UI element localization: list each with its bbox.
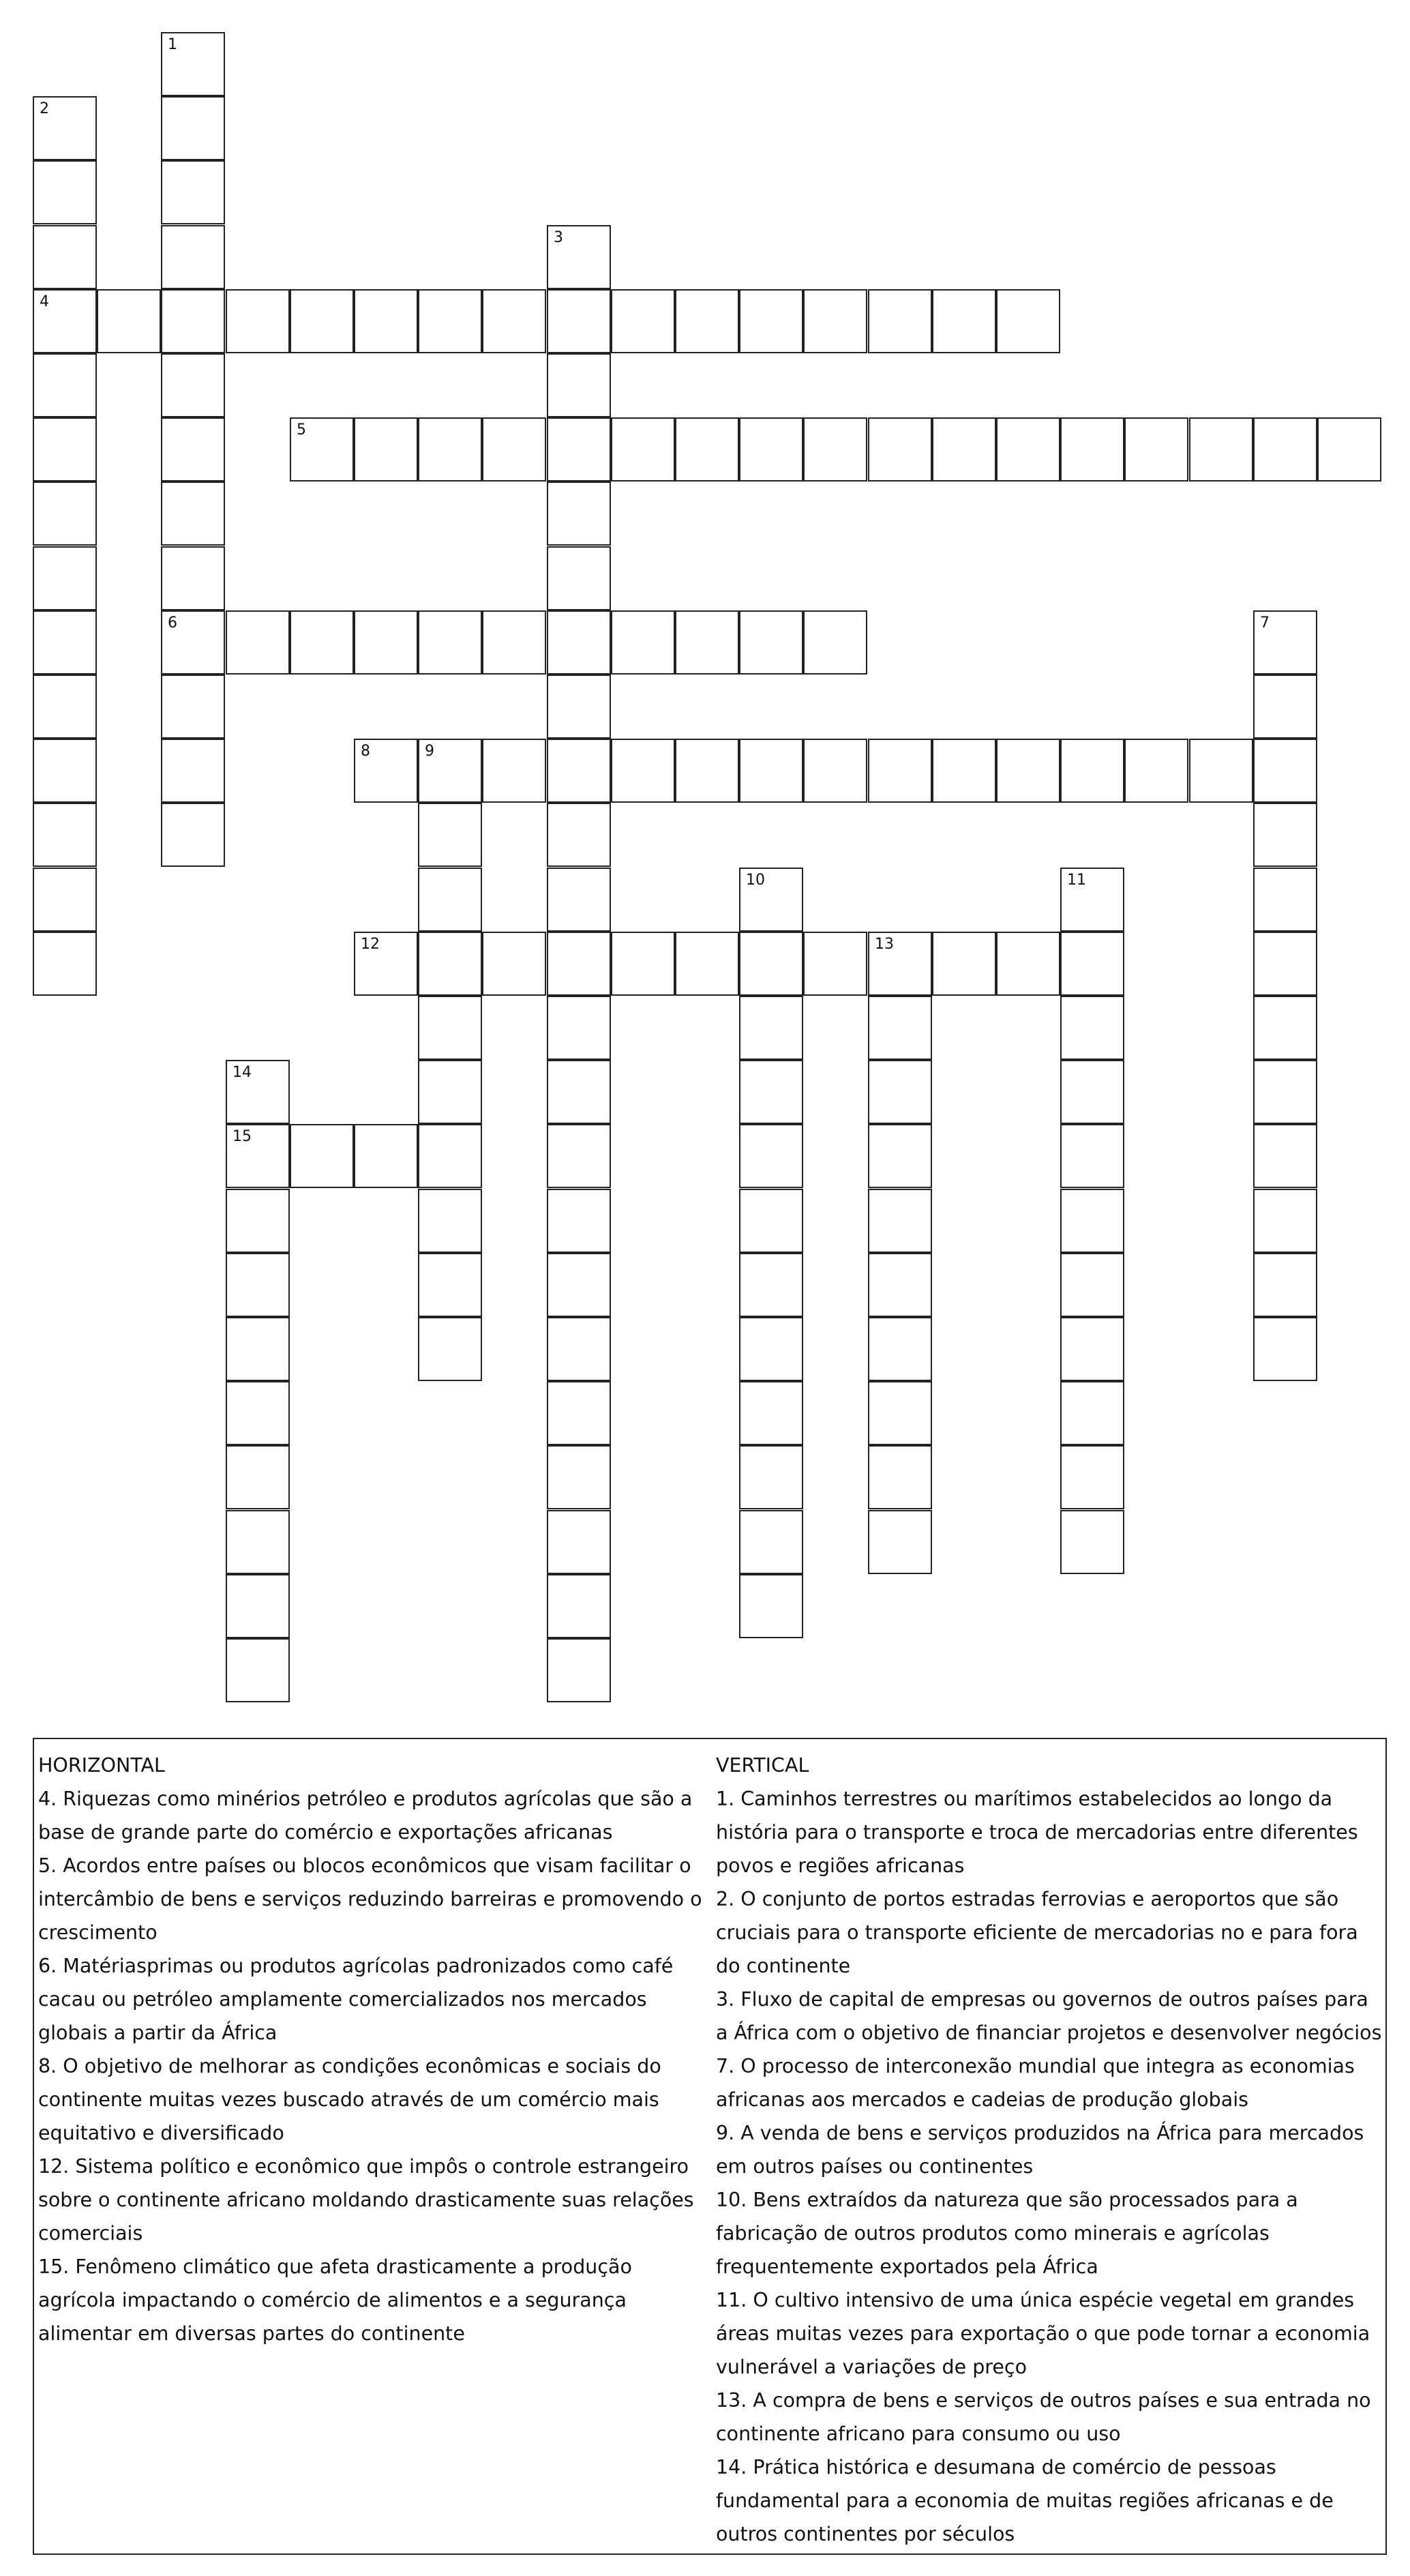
- grid-cell[interactable]: [418, 739, 482, 803]
- grid-cell[interactable]: [547, 1253, 611, 1317]
- grid-cell[interactable]: [290, 289, 354, 353]
- grid-cell[interactable]: [33, 932, 97, 996]
- grid-cell[interactable]: [1060, 1124, 1124, 1188]
- grid-cell[interactable]: [868, 1124, 932, 1188]
- grid-cell[interactable]: [547, 289, 611, 353]
- grid-cell[interactable]: [675, 932, 739, 996]
- grid-cell[interactable]: [354, 610, 418, 675]
- grid-cell[interactable]: [33, 96, 97, 160]
- grid-cell[interactable]: [418, 932, 482, 996]
- clue-number: 8: [361, 743, 370, 760]
- grid-cell[interactable]: [226, 1574, 290, 1638]
- grid-cell[interactable]: [161, 739, 225, 803]
- grid-cell[interactable]: [33, 353, 97, 417]
- grid-cell[interactable]: [675, 417, 739, 482]
- grid-cell[interactable]: [547, 1510, 611, 1574]
- grid-cell[interactable]: [1060, 739, 1124, 803]
- grid-cell[interactable]: [226, 289, 290, 353]
- grid-cell[interactable]: [1253, 803, 1317, 867]
- grid-cell[interactable]: [803, 739, 867, 803]
- clue-number: 4: [40, 293, 49, 310]
- grid-cell[interactable]: [33, 610, 97, 675]
- grid-cell[interactable]: [226, 1317, 290, 1381]
- grid-cell[interactable]: [1060, 1060, 1124, 1124]
- grid-cell[interactable]: [739, 868, 803, 932]
- grid-cell[interactable]: [547, 1189, 611, 1253]
- grid-cell[interactable]: [161, 32, 225, 96]
- grid-cell[interactable]: [354, 289, 418, 353]
- grid-cell[interactable]: [226, 1381, 290, 1445]
- grid-cell[interactable]: [161, 610, 225, 675]
- grid-cell[interactable]: [868, 1510, 932, 1574]
- grid-cell[interactable]: [547, 1124, 611, 1188]
- grid-cell[interactable]: [547, 610, 611, 675]
- grid-cell[interactable]: [739, 1381, 803, 1445]
- grid-cell[interactable]: [868, 996, 932, 1060]
- grid-cell[interactable]: [868, 1060, 932, 1124]
- grid-cell[interactable]: [996, 739, 1060, 803]
- grid-cell[interactable]: [1060, 1510, 1124, 1574]
- grid-cell[interactable]: [739, 1253, 803, 1317]
- grid-cell[interactable]: [161, 289, 225, 353]
- grid-cell[interactable]: [482, 610, 546, 675]
- grid-cell[interactable]: [418, 868, 482, 932]
- grid-cell[interactable]: [868, 1445, 932, 1509]
- grid-cell[interactable]: [290, 417, 354, 482]
- grid-cell[interactable]: [1189, 739, 1253, 803]
- grid-cell[interactable]: [354, 417, 418, 482]
- grid-cell[interactable]: [1253, 1317, 1317, 1381]
- grid-cell[interactable]: [226, 1124, 290, 1188]
- grid-cell[interactable]: [226, 1253, 290, 1317]
- grid-cell[interactable]: [739, 1189, 803, 1253]
- grid-cell[interactable]: [1253, 1189, 1317, 1253]
- grid-cell[interactable]: [161, 482, 225, 546]
- clue-number: 1: [168, 36, 177, 53]
- grid-cell[interactable]: [547, 546, 611, 610]
- grid-cell[interactable]: [1253, 1124, 1317, 1188]
- grid-cell[interactable]: [1060, 1253, 1124, 1317]
- grid-cell[interactable]: [1060, 996, 1124, 1060]
- grid-cell[interactable]: [547, 353, 611, 417]
- grid-cell[interactable]: [868, 289, 932, 353]
- grid-cell[interactable]: [739, 610, 803, 675]
- grid-cell[interactable]: [226, 1510, 290, 1574]
- vertical-heading: VERTICAL: [716, 1754, 809, 1777]
- clue-number: 10: [746, 872, 765, 889]
- grid-cell[interactable]: [739, 1060, 803, 1124]
- grid-cell[interactable]: [1189, 417, 1253, 482]
- grid-cell[interactable]: [418, 996, 482, 1060]
- grid-cell[interactable]: [33, 289, 97, 353]
- grid-cell[interactable]: [226, 1060, 290, 1124]
- grid-cell[interactable]: [354, 932, 418, 996]
- grid-cell[interactable]: [547, 417, 611, 482]
- clue-down-1: 1. Caminhos terrestres ou marítimos estabelecidos ao longo da história para o transporte e troca de mercadorias entre diferentes povos e regiões africanas: [716, 1788, 1358, 1877]
- grid-cell[interactable]: [418, 1253, 482, 1317]
- clue-number: 5: [297, 421, 306, 439]
- grid-cell[interactable]: [418, 1124, 482, 1188]
- grid-cell[interactable]: [1253, 1253, 1317, 1317]
- grid-cell[interactable]: [482, 739, 546, 803]
- grid-cell[interactable]: [547, 675, 611, 739]
- grid-cell[interactable]: [803, 610, 867, 675]
- vertical-clues: [716, 1749, 1384, 2551]
- grid-cell[interactable]: [739, 289, 803, 353]
- grid-cell[interactable]: [33, 675, 97, 739]
- grid-cell[interactable]: [611, 610, 675, 675]
- clue-number: 7: [1260, 615, 1270, 632]
- grid-cell[interactable]: [33, 160, 97, 224]
- grid-cell[interactable]: [1253, 932, 1317, 996]
- grid-cell[interactable]: [739, 932, 803, 996]
- grid-cell[interactable]: [1253, 610, 1317, 675]
- grid-cell[interactable]: [868, 1317, 932, 1381]
- grid-cell[interactable]: [547, 1060, 611, 1124]
- grid-cell[interactable]: [932, 932, 996, 996]
- grid-cell[interactable]: [739, 1317, 803, 1381]
- grid-cell[interactable]: [161, 675, 225, 739]
- grid-cell[interactable]: [33, 803, 97, 867]
- grid-cell[interactable]: [33, 482, 97, 546]
- clue-number: 14: [232, 1064, 252, 1081]
- grid-cell[interactable]: [547, 225, 611, 289]
- grid-cell[interactable]: [418, 610, 482, 675]
- grid-cell[interactable]: [932, 417, 996, 482]
- grid-cell[interactable]: [1317, 417, 1381, 482]
- grid-cell[interactable]: [418, 417, 482, 482]
- grid-cell[interactable]: [547, 1317, 611, 1381]
- grid-cell[interactable]: [1060, 932, 1124, 996]
- grid-cell[interactable]: [161, 417, 225, 482]
- grid-cell[interactable]: [33, 417, 97, 482]
- grid-cell[interactable]: [996, 417, 1060, 482]
- grid-cell[interactable]: [1060, 1381, 1124, 1445]
- grid-cell[interactable]: [739, 1574, 803, 1638]
- grid-cell[interactable]: [1253, 417, 1317, 482]
- clue-number: 15: [232, 1128, 252, 1145]
- grid-cell[interactable]: [739, 739, 803, 803]
- grid-cell[interactable]: [97, 289, 161, 353]
- grid-cell[interactable]: [161, 160, 225, 224]
- grid-cell[interactable]: [611, 932, 675, 996]
- grid-cell[interactable]: [547, 739, 611, 803]
- grid-cell[interactable]: [675, 610, 739, 675]
- grid-cell[interactable]: [675, 739, 739, 803]
- grid-cell[interactable]: [868, 739, 932, 803]
- horizontal-heading: HORIZONTAL: [38, 1754, 165, 1777]
- grid-cell[interactable]: [1060, 1189, 1124, 1253]
- clue-across-5: 5. Acordos entre países ou blocos econômicos que visam facilitar o intercâmbio de bens e serviços reduzindo barreiras e promovendo o crescimento: [38, 1854, 702, 1944]
- grid-cell[interactable]: [739, 996, 803, 1060]
- grid-cell[interactable]: [354, 1124, 418, 1188]
- horizontal-clues: [38, 1749, 713, 2350]
- clue-down-2: 2. O conjunto de portos estradas ferrovias e aeroportos que são cruciais para o transporte eficiente de mercadorias no e para fora do continente: [716, 1888, 1358, 1977]
- grid-cell[interactable]: [547, 1445, 611, 1509]
- grid-cell[interactable]: [1060, 868, 1124, 932]
- grid-cell[interactable]: [1253, 739, 1317, 803]
- grid-cell[interactable]: [868, 932, 932, 996]
- grid-cell[interactable]: [739, 1445, 803, 1509]
- grid-cell[interactable]: [290, 610, 354, 675]
- clues-box: [33, 1738, 1387, 2555]
- clue-down-13: 13. A compra de bens e serviços de outros países e sua entrada no continente africano para consumo ou uso: [716, 2389, 1371, 2445]
- grid-cell[interactable]: [675, 289, 739, 353]
- clue-down-7: 7. O processo de interconexão mundial que integra as economias africanas aos mercados e cadeias de produção globais: [716, 2055, 1355, 2111]
- grid-cell[interactable]: [418, 803, 482, 867]
- grid-cell[interactable]: [803, 932, 867, 996]
- grid-cell[interactable]: [739, 1124, 803, 1188]
- grid-cell[interactable]: [1253, 996, 1317, 1060]
- clue-across-12: 12. Sistema político e econômico que impôs o controle estrangeiro sobre o continente africano moldando drasticamente suas relações comerciais: [38, 2155, 694, 2245]
- grid-cell[interactable]: [354, 739, 418, 803]
- grid-cell[interactable]: [868, 1253, 932, 1317]
- grid-cell[interactable]: [418, 1060, 482, 1124]
- clue-down-14: 14. Prática histórica e desumana de comércio de pessoas fundamental para a economia de muitas regiões africanas e de outros continentes por séculos: [716, 2456, 1334, 2545]
- grid-cell[interactable]: [482, 289, 546, 353]
- grid-cell[interactable]: [803, 417, 867, 482]
- grid-cell[interactable]: [996, 289, 1060, 353]
- clue-down-10: 10. Bens extraídos da natureza que são processados para a fabricação de outros produtos como minerais e agrícolas frequentemente exportados pela África: [716, 2189, 1298, 2278]
- grid-cell[interactable]: [161, 803, 225, 867]
- clue-number: 6: [168, 615, 177, 632]
- grid-cell[interactable]: [418, 289, 482, 353]
- grid-cell[interactable]: [739, 1510, 803, 1574]
- grid-cell[interactable]: [1060, 1445, 1124, 1509]
- grid-cell[interactable]: [547, 1638, 611, 1702]
- clue-across-6: 6. Matériasprimas ou produtos agrícolas padronizados como café cacau ou petróleo amplamente comercializados nos mercados globais a partir da África: [38, 1955, 674, 2044]
- grid-cell[interactable]: [1124, 417, 1188, 482]
- clue-down-11: 11. O cultivo intensivo de uma única espécie vegetal em grandes áreas muitas vezes para exportação o que pode tornar a economia vulnerável a variações de preço: [716, 2289, 1370, 2378]
- grid-cell[interactable]: [226, 1638, 290, 1702]
- grid-cell[interactable]: [226, 1445, 290, 1509]
- grid-cell[interactable]: [547, 932, 611, 996]
- grid-cell[interactable]: [803, 289, 867, 353]
- clue-number: 11: [1067, 872, 1086, 889]
- grid-cell[interactable]: [1253, 1060, 1317, 1124]
- grid-cell[interactable]: [226, 1189, 290, 1253]
- clue-across-4: 4. Riquezas como minérios petróleo e produtos agrícolas que são a base de grande parte do comércio e exportações africanas: [38, 1788, 693, 1844]
- clue-number: 13: [875, 936, 894, 953]
- grid-cell[interactable]: [932, 739, 996, 803]
- grid-cell[interactable]: [482, 932, 546, 996]
- grid-cell[interactable]: [161, 96, 225, 160]
- clue-across-15: 15. Fenômeno climático que afeta drasticamente a produção agrícola impactando o comércio de alimentos e a segurança alimentar em diversas partes do continente: [38, 2255, 632, 2345]
- grid-cell[interactable]: [932, 289, 996, 353]
- grid-cell[interactable]: [547, 996, 611, 1060]
- grid-cell[interactable]: [161, 225, 225, 289]
- grid-cell[interactable]: [33, 225, 97, 289]
- grid-cell[interactable]: [547, 1574, 611, 1638]
- grid-cell[interactable]: [996, 932, 1060, 996]
- grid-cell[interactable]: [418, 1189, 482, 1253]
- grid-cell[interactable]: [161, 546, 225, 610]
- grid-cell[interactable]: [1124, 739, 1188, 803]
- grid-cell[interactable]: [226, 610, 290, 675]
- grid-cell[interactable]: [1253, 675, 1317, 739]
- grid-cell[interactable]: [1060, 417, 1124, 482]
- clue-number: 9: [425, 743, 434, 760]
- clue-number: 3: [554, 229, 563, 246]
- grid-cell[interactable]: [611, 289, 675, 353]
- clue-across-8: 8. O objetivo de melhorar as condições econômicas e sociais do continente muitas vezes buscado através de um comércio mais equitativo e diversificado: [38, 2055, 661, 2144]
- clue-down-3: 3. Fluxo de capital de empresas ou governos de outros países para a África com o objetivo de financiar projetos e desenvolver negócios: [716, 1988, 1382, 2044]
- clue-number: 12: [361, 936, 380, 953]
- clue-down-9: 9. A venda de bens e serviços produzidos na África para mercados em outros países ou continentes: [716, 2122, 1364, 2178]
- grid-cell[interactable]: [547, 868, 611, 932]
- grid-cell[interactable]: [161, 353, 225, 417]
- grid-cell[interactable]: [611, 739, 675, 803]
- grid-cell[interactable]: [1253, 868, 1317, 932]
- grid-cell[interactable]: [1060, 1317, 1124, 1381]
- grid-cell[interactable]: [611, 417, 675, 482]
- grid-cell[interactable]: [868, 1189, 932, 1253]
- grid-cell[interactable]: [739, 417, 803, 482]
- grid-cell[interactable]: [418, 1317, 482, 1381]
- clue-number: 2: [40, 100, 49, 117]
- grid-cell[interactable]: [868, 1381, 932, 1445]
- grid-cell[interactable]: [33, 868, 97, 932]
- grid-cell[interactable]: [547, 482, 611, 546]
- grid-cell[interactable]: [547, 1381, 611, 1445]
- grid-cell[interactable]: [33, 546, 97, 610]
- grid-cell[interactable]: [290, 1124, 354, 1188]
- grid-cell[interactable]: [33, 739, 97, 803]
- grid-cell[interactable]: [868, 417, 932, 482]
- grid-cell[interactable]: [547, 803, 611, 867]
- grid-cell[interactable]: [482, 417, 546, 482]
